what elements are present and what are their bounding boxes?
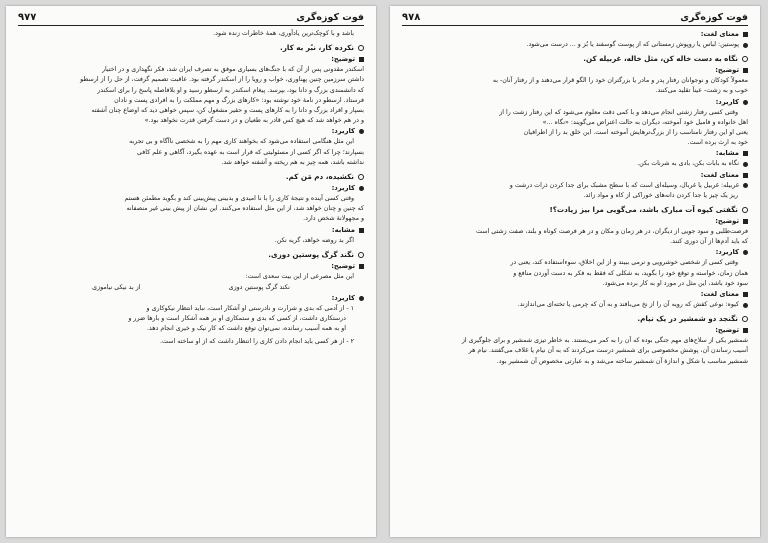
circle-bullet-icon [358, 252, 364, 258]
similar-label: مشابه: [402, 148, 748, 159]
body-text: بسپار و افراد بزرگ و دانا را به کارهای پست و حقیر مشغول کن، سپس خواهی دید که اوضاع چنان آشفته [91, 107, 364, 115]
book-page-978 [390, 6, 760, 537]
usage-label: کاربرد: [402, 97, 748, 108]
explain-label: توضیح: [18, 261, 364, 272]
body-text: وقتی کسی رفتار زشتی انجام می‌دهد و با کمی دقت معلوم می‌شود که این رفتار زشت را از [499, 108, 738, 116]
body-text: شمشیر یکی از سلاح‌های مهم جنگی بوده که آن را به کمر می‌بستند. به خاطر تیزی شمشیر و برای جلوگیری از [461, 337, 748, 345]
page-number: ۹۷۸ [402, 12, 421, 23]
body-text: که دانشمندی بزرگ و دانا بود، بپرسد. پیغام اسکندر به ارسطو رسید و او بلافاصله پاسخ را برای اسکندر [97, 86, 364, 94]
dot-bullet-icon [359, 296, 364, 301]
page-header [18, 12, 364, 26]
page-header [402, 12, 748, 26]
body-text: اهل خانواده و فامیل خود آموخته، دیگران به حالت اعتراض می‌گویند: «نگاه ...» [542, 118, 748, 126]
body-text: فرصت‌طلبی و سود جویی از دیگران، در هر زمان و مکان و در هر فرصت کوتاه و بلند، صفت زشتی است [476, 228, 748, 236]
square-bullet-icon [743, 68, 748, 73]
body-text: نداشته باشد، همه چیز به هم ریخته و آشفته خواهد شد. [221, 158, 364, 166]
explain-label: توضیح: [18, 54, 364, 65]
body-text: باشد و با کوچک‌ترین یادآوری، همهٔ خاطرات زنده شود. [213, 30, 354, 37]
explain-label: توضیح: [402, 325, 748, 336]
body-text: شمشیر مناسب با شکل و اندازهٔ آن شمشیر ساخته می‌شد و به عبارتی مخصوص آن شمشیر بود. [496, 357, 748, 365]
body-text: و مجهولانهٔ شخص دارد. [303, 215, 364, 223]
body-text: نگاه به بابات بکن، بادی به شرنات بکن. [402, 159, 748, 169]
explain-label: توضیح: [402, 216, 748, 227]
circle-bullet-icon [358, 45, 364, 51]
square-bullet-icon [743, 173, 748, 178]
body-text: وقتی کسی از شخصی خوشرویی و نرمی ببیند و از این اخلاق، سوءاستفاده کند، یعنی در [510, 259, 738, 267]
proverb-heading: نگفتی کیوه آت مبارک باشد، می‌گویی مرا بیز زیادت؟! [402, 204, 748, 216]
dot-bullet-icon [743, 303, 748, 308]
explain-label: توضیح: [402, 65, 748, 76]
poem-hemistich: از بد نیکی نیاموزی [92, 284, 141, 292]
body-text: اسکندر مقدونی پس از آن که با جنگ‌های بسیاری موفق به تصرف ایران شد، فکر نگهداری و در اختیار [101, 66, 364, 74]
book-page-977 [6, 6, 376, 537]
body-text: خوب و به زشت- عیناً تقلید می‌کنند. [655, 87, 748, 95]
circle-bullet-icon [742, 56, 748, 62]
proverb-heading: نکشیده، دم مَن کم. [18, 171, 364, 183]
dot-bullet-icon [743, 250, 748, 255]
square-bullet-icon [359, 57, 364, 62]
circle-bullet-icon [742, 316, 748, 322]
dot-bullet-icon [743, 162, 748, 167]
proverb-heading: نگند گرگ پوستین‌ دوزی. [18, 249, 364, 261]
square-bullet-icon [743, 328, 748, 333]
body-text: غربیله: غربیل یا غربال، وسیله‌ای است که با سطح مشبک برای جدا کردن ذرات درشت و [402, 181, 748, 191]
proverb-heading: نکرده کار، نبُر به کار. [18, 42, 364, 54]
body-text: ۱ - از آدمی که بدی و شرارت و نادرستی او آشکار است، نباید انتظار نیکوکاری و [146, 305, 354, 313]
circle-bullet-icon [742, 207, 748, 213]
body-text: کیوه: نوعی کفش که رویه آن را از نخ می‌بافند و به آن که چرمی یا تخته‌ای می‌اندازند. [402, 300, 748, 310]
running-title: فوت کوزه‌گری [296, 12, 364, 23]
vocab-label: معنای لغت: [402, 289, 748, 300]
body-text: این مثل مصرعی از این بیت سعدی است: [245, 272, 354, 280]
proverb-heading: نگنجد دو شمشیر در یک نیام. [402, 313, 748, 325]
body-text: و در هم خواهد شد که هیچ کس قادر به طغیان و در دست گرفتن قدرت نخواهد بود.» [144, 117, 364, 125]
poem-hemistich: نکند گرگ پوستین دوزی [228, 284, 290, 292]
square-bullet-icon [743, 292, 748, 297]
usage-label: کاربرد: [402, 247, 748, 258]
body-text: یعنی او این رفتار نامناسب را از بزرگ‌ترهایش آموخته است. این خلق بد را از اطرافیان [523, 129, 748, 137]
vocab-label: معنای لغت: [402, 170, 748, 181]
body-text: فرستاد. ارسطو در نامهٔ خود نوشته بود: «کارهای بزرگ و مهم مملکت را به افرادی پست و نادان [114, 96, 364, 104]
page-number: ۹۷۷ [18, 12, 37, 23]
body-text: که باید آدم‌ها از آن دوری کنند. [670, 238, 748, 246]
body-text: این مثل هنگامی استفاده می‌شود که بخواهند کاری مهم را به شخصی ناآگاه و بی تجربه [129, 138, 354, 146]
body-text: سود خود باشد، این مثل در مورد او به کار برده می‌شود. [602, 279, 748, 287]
body-text: معمولاً کودکان و نوجوانان رفتار پدر و مادر یا بزرگتران خود را الگو قرار می‌دهند و از رفتار آنان- به [492, 77, 748, 85]
body-text: همان زمان، خواسته و توقع خود را بگوید، به شکلی که فقط به فکر به دست آوردن منافع و [513, 269, 748, 277]
vocab-label: معنای لغت: [402, 29, 748, 40]
body-text: اگر بد روضه خواهد، گریه نکن. [274, 236, 354, 244]
usage-label: کاربرد: [18, 293, 364, 304]
square-bullet-icon [743, 32, 748, 37]
square-bullet-icon [359, 264, 364, 269]
square-bullet-icon [743, 151, 748, 156]
dot-bullet-icon [359, 129, 364, 134]
body-text: وقتی کسی آینده و نتیجهٔ کاری را با نا امیدی و بدبینی پیش‌بینی کند و بگوید مطمئن هستم [124, 195, 354, 203]
body-text: که چنین و چنان خواهد شد، از این مثل استفاده می‌کنند. این نشان از پیش بینی غیر منصفانه [126, 205, 364, 213]
proverb-heading: نگاه به دست خاله کن، مثل خاله، غربیله کن. [402, 53, 748, 65]
dot-bullet-icon [743, 100, 748, 105]
circle-bullet-icon [358, 174, 364, 180]
poem-verse [18, 282, 364, 293]
body-text: داشتن سرزمین چنین پهناوری، خواب و رویا را از اسکندر گرفته بود. عاقبت تصمیم گرفت، از حل را از ارسطو [80, 76, 364, 84]
dot-bullet-icon [743, 43, 748, 48]
body-text: ریز یک چیز یا جدا کردن دانه‌های خوراکی از کاه و مواد زائد. [583, 191, 738, 199]
body-text: آسیب رساندن آن، پوشش مخصوصی برای شمشیر درست می‌کردند که به آن نیام یا غلاف می‌گفتند. نیام هر [468, 347, 748, 355]
dot-bullet-icon [359, 186, 364, 191]
body-text: بسپارند؛ چرا که اگر کسی از مسئولیتی که قرار است به عهده بگیرد، آگاهی و علم کافی [137, 148, 364, 156]
square-bullet-icon [743, 219, 748, 224]
body-text: او به همه آسیب رسانده، نمی‌توان توقع داشت که کار نیک و خیری انجام دهد. [146, 325, 346, 333]
dot-bullet-icon [743, 183, 748, 188]
body-text: پوستین: لباس یا روپوش زمستانی که از پوست گوسفند یا بُز و ... درست می‌شود. [402, 40, 748, 50]
running-title: فوت کوزه‌گری [680, 12, 748, 23]
body-text: خود به ارث برده است. [687, 139, 748, 147]
similar-label: مشابه: [18, 225, 364, 236]
body-text: درستکاری داشت، از کسی که بدی و ستمکاری او بر همه آشکار است و بارها ضرر و [128, 315, 346, 323]
usage-label: کاربرد: [18, 126, 364, 137]
body-text: ۲ - از هر کسی باید انجام دادن کاری را انتظار داشت که از او ساخته است. [160, 337, 354, 345]
usage-label: کاربرد: [18, 183, 364, 194]
square-bullet-icon [359, 228, 364, 233]
